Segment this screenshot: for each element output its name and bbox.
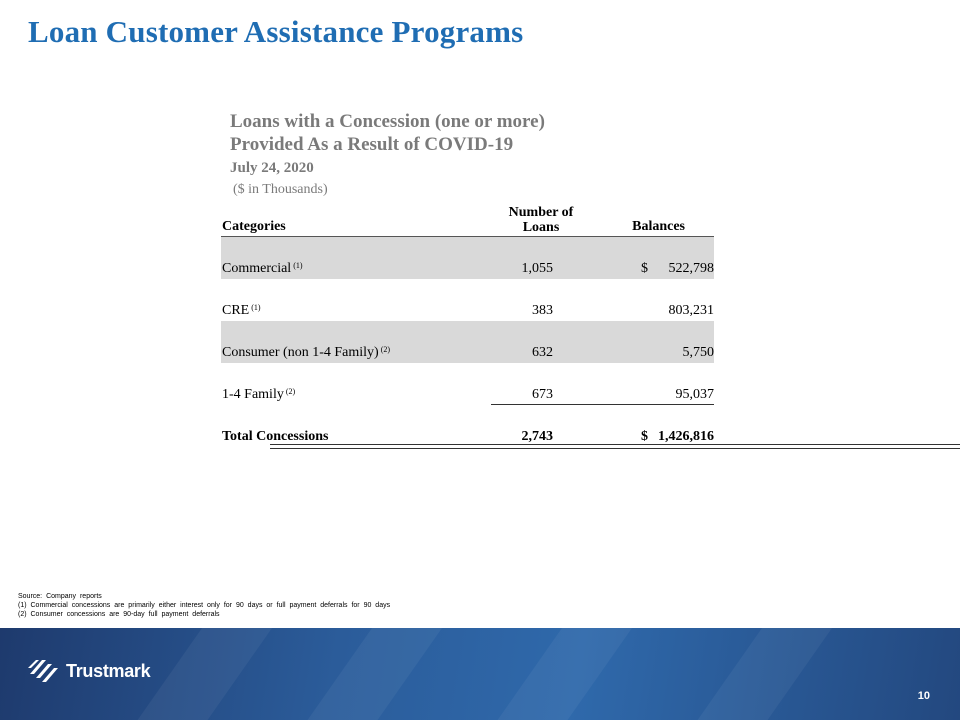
table-heading-line1: Loans with a Concession (one or more) (230, 111, 545, 132)
total-dollar-sign: $ (641, 429, 648, 444)
row-number: 632 (532, 345, 553, 360)
total-row (221, 405, 714, 447)
row-number: 1,055 (521, 261, 553, 276)
row-number: 383 (532, 303, 553, 318)
trustmark-logo (26, 656, 150, 686)
table-header-row (221, 198, 714, 237)
row-dollar-sign: $ (641, 261, 648, 276)
header-balances: Balances (632, 219, 685, 234)
logo-text: Trustmark (66, 660, 151, 681)
row-category-label: CRE (222, 303, 250, 318)
row-footnote-ref: (1) (293, 261, 303, 270)
total-balance: 1,426,816 (658, 429, 714, 444)
footnote-1: (1) Commercial concessions are primarily either interest only for 90 days or full payment deferrals for 90 days (18, 602, 391, 609)
concessions-table (221, 198, 714, 447)
row-number: 673 (532, 387, 553, 402)
row-category (222, 303, 261, 319)
table-heading (230, 110, 545, 178)
table-row (221, 363, 714, 405)
row-balance: 803,231 (668, 303, 714, 318)
header-number-line1: Number of (508, 205, 574, 220)
header-categories: Categories (222, 219, 286, 234)
header-number-line2: Loans (522, 220, 560, 235)
total-number: 2,743 (521, 429, 553, 444)
source-note: Source: Company reports (18, 593, 102, 600)
table-heading-date: July 24, 2020 (230, 160, 314, 176)
footer-stripe (450, 628, 660, 720)
table-row (221, 237, 714, 279)
row-balance: 95,037 (675, 387, 714, 402)
footer-stripe (650, 628, 860, 720)
row-footnote-ref: (1) (251, 303, 261, 312)
footnote-2: (2) Consumer concessions are 90-day full payment deferrals (18, 611, 220, 618)
table-row (221, 321, 714, 363)
page-number: 10 (917, 690, 930, 702)
footer-stripe (260, 628, 470, 720)
row-footnote-ref: (2) (380, 345, 391, 354)
row-balance: 5,750 (682, 345, 714, 360)
row-footnote-ref: (2) (285, 387, 296, 396)
table-row (221, 279, 714, 321)
row-category (222, 345, 390, 361)
trustmark-logo-icon (26, 656, 62, 686)
footnotes (18, 592, 390, 619)
table-heading-line2: Provided As a Result of COVID-19 (230, 134, 514, 155)
footer-band (0, 628, 960, 720)
row-category (222, 387, 295, 403)
page-title: Loan Customer Assistance Programs (28, 14, 524, 49)
row-category-label: 1-4 Family (222, 387, 284, 402)
total-double-underline (270, 444, 960, 449)
row-category-label: Commercial (222, 261, 292, 276)
row-category (222, 261, 303, 277)
units-label: ($ in Thousands) (233, 182, 328, 197)
row-balance: 522,798 (668, 261, 714, 276)
total-label: Total Concessions (222, 429, 329, 444)
header-number-of-loans (491, 205, 591, 235)
row-category-label: Consumer (non 1-4 Family) (222, 345, 379, 360)
